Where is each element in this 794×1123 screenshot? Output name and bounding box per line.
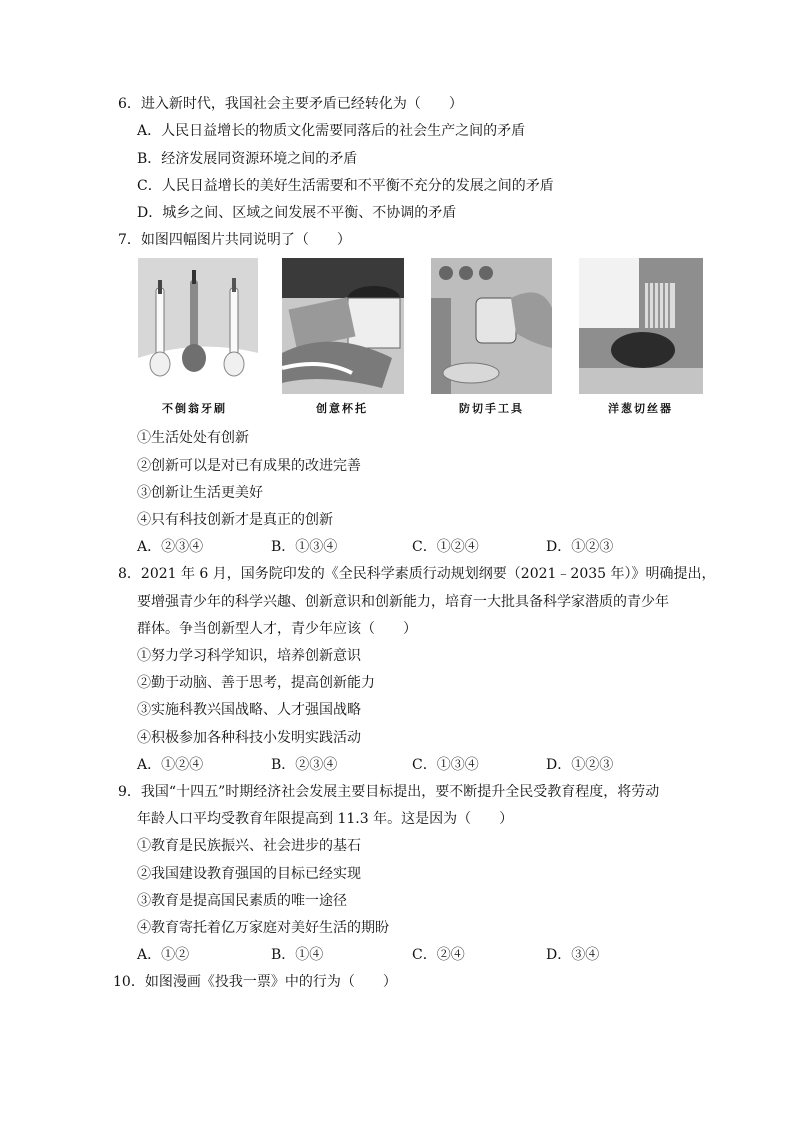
q8-choices xyxy=(137,755,666,775)
caption-toothbrush: 不倒翁牙刷 xyxy=(162,402,227,415)
q7-item-3: ③创新让生活更美好 xyxy=(137,485,263,501)
q7-choices xyxy=(137,537,666,557)
q7-choice-b[interactable]: B．①③④ xyxy=(271,539,338,555)
q7-choice-d[interactable]: D．①②③ xyxy=(546,539,614,555)
q9-item-2: ②我国建设教育强国的目标已经实现 xyxy=(137,866,361,882)
q7-item-4: ④只有科技创新才是真正的创新 xyxy=(137,512,333,528)
q9-item-3: ③教育是提高国民素质的唯一途径 xyxy=(137,893,347,909)
cutting-guard-picture xyxy=(431,258,552,394)
q8-stem-line-2: 要增强青少年的科学兴趣、创新意识和创新能力，培育一大批具备科学家潜质的青少年 xyxy=(137,594,669,610)
cutting-guard-icon xyxy=(431,258,552,394)
q9-choice-b[interactable]: B．①④ xyxy=(271,947,324,963)
q8-stem-line-3: 群体。争当创新型人才，青少年应该（ ） xyxy=(137,621,417,637)
q8-item-3: ③实施科教兴国战略、人才强国战略 xyxy=(137,702,361,718)
q6-option-b: B．经济发展同资源环境之间的矛盾 xyxy=(137,151,358,167)
q6-option-c: C．人民日益增长的美好生活需要和不平衡不充分的发展之间的矛盾 xyxy=(137,178,554,194)
q9-choice-c[interactable]: C．②④ xyxy=(412,947,465,963)
toothbrush-icon xyxy=(138,258,258,394)
q7-choice-a[interactable]: A．②③④ xyxy=(137,539,204,555)
q8-stem-line-1: 8．2021 年 6 月，国务院印发的《全民科学素质行动规划纲要（2021﹣2035 年）》明确提出， xyxy=(118,566,716,582)
q8-choice-d[interactable]: D．①②③ xyxy=(546,757,614,773)
cup-holder-icon xyxy=(282,258,404,394)
q8-item-2: ②勤于动脑、善于思考，提高创新能力 xyxy=(137,675,375,691)
q6-option-d: D．城乡之间、区域之间发展不平衡、不协调的矛盾 xyxy=(137,205,457,221)
q9-item-1: ①教育是民族振兴、社会进步的基石 xyxy=(137,838,361,854)
q8-choice-c[interactable]: C．①③④ xyxy=(412,757,479,773)
q7-item-1: ①生活处处有创新 xyxy=(137,430,249,446)
caption-cutting-guard: 防切手工具 xyxy=(459,402,524,415)
q9-stem-line-1: 9．我国“十四五”时期经济社会发展主要目标提出，要不断提升全民受教育程度，将劳动 xyxy=(118,784,660,800)
q6-stem: 6．进入新时代，我国社会主要矛盾已经转化为（ ） xyxy=(118,96,463,112)
onion-slicer-picture xyxy=(579,258,703,394)
q10-stem: 10．如图漫画《投我一票》中的行为（ ） xyxy=(113,974,397,990)
cup-holder-picture xyxy=(282,258,404,394)
caption-onion-slicer: 洋葱切丝器 xyxy=(608,402,673,415)
q7-stem: 7．如图四幅图片共同说明了（ ） xyxy=(118,232,351,248)
q9-choices xyxy=(137,945,666,965)
q9-choice-d[interactable]: D．③④ xyxy=(546,947,600,963)
caption-cup-holder: 创意杯托 xyxy=(316,402,368,415)
q7-item-2: ②创新可以是对已有成果的改进完善 xyxy=(137,458,361,474)
q8-choice-b[interactable]: B．②③④ xyxy=(271,757,338,773)
q8-item-1: ①努力学习科学知识，培养创新意识 xyxy=(137,648,361,664)
q8-item-4: ④积极参加各种科技小发明实践活动 xyxy=(137,730,361,746)
q6-option-a: A．人民日益增长的物质文化需要同落后的社会生产之间的矛盾 xyxy=(137,123,526,139)
q8-choice-a[interactable]: A．①②④ xyxy=(137,757,204,773)
q9-stem-line-2: 年龄人口平均受教育年限提高到 11.3 年。这是因为（ ） xyxy=(137,811,514,827)
q7-choice-c[interactable]: C．①②④ xyxy=(412,539,479,555)
onion-slicer-icon xyxy=(579,258,703,394)
q9-item-4: ④教育寄托着亿万家庭对美好生活的期盼 xyxy=(137,920,389,936)
q9-choice-a[interactable]: A．①② xyxy=(137,947,190,963)
toothbrush-picture xyxy=(138,258,258,394)
